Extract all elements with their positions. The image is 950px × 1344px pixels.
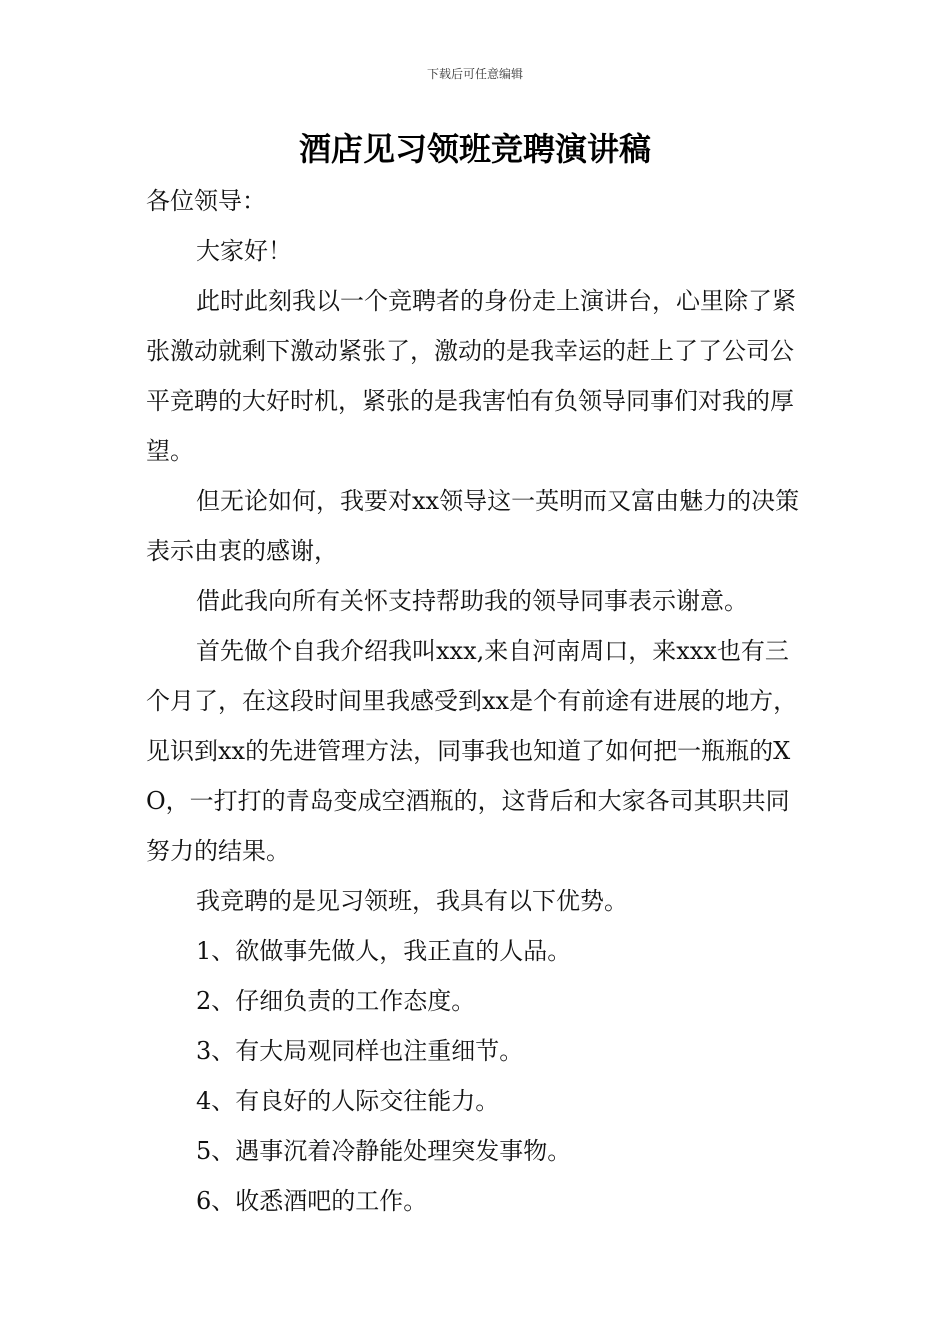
list-item: 4、有良好的人际交往能力。 — [196, 1087, 500, 1115]
document-title: 酒店见习领班竞聘演讲稿 — [298, 130, 651, 168]
document-body — [146, 176, 810, 1226]
salutation: 各位领导： — [146, 187, 266, 215]
paragraph: 但无论如何，我要对xx领导这一英明而又富由魅力的决策表示由衷的感谢， — [146, 487, 800, 565]
list-item: 1、欲做事先做人，我正直的人品。 — [196, 937, 572, 965]
list-item: 6、收悉酒吧的工作。 — [196, 1187, 428, 1215]
paragraph: 借此我向所有关怀支持帮助我的领导同事表示谢意。 — [196, 587, 748, 615]
list-item: 5、遇事沉着冷静能处理突发事物。 — [196, 1137, 572, 1165]
paragraph: 大家好！ — [196, 237, 292, 265]
paragraph: 我竞聘的是见习领班，我具有以下优势。 — [196, 887, 628, 915]
list-item: 3、有大局观同样也注重细节。 — [196, 1037, 524, 1065]
page-header: 下载后可任意编辑 — [426, 67, 523, 81]
list-item: 2、仔细负责的工作态度。 — [196, 987, 476, 1015]
paragraph: 首先做个自我介绍我叫xxx,来自河南周口，来xxx也有三个月了，在这段时间里我感受到xx是个有前途有进展的地方，见识到xx的先进管理方法，同事我也知道了如何把一瓶瓶的XO，一打打的青岛变成空酒瓶的，这背后和大家各司其职共同努力的结果。 — [146, 637, 798, 865]
paragraph: 此时此刻我以一个竞聘者的身份走上演讲台，心里除了紧张激动就剩下激动紧张了，激动的是我幸运的赶上了了公司公平竞聘的大好时机，紧张的是我害怕有负领导同事们对我的厚望。 — [146, 287, 796, 465]
